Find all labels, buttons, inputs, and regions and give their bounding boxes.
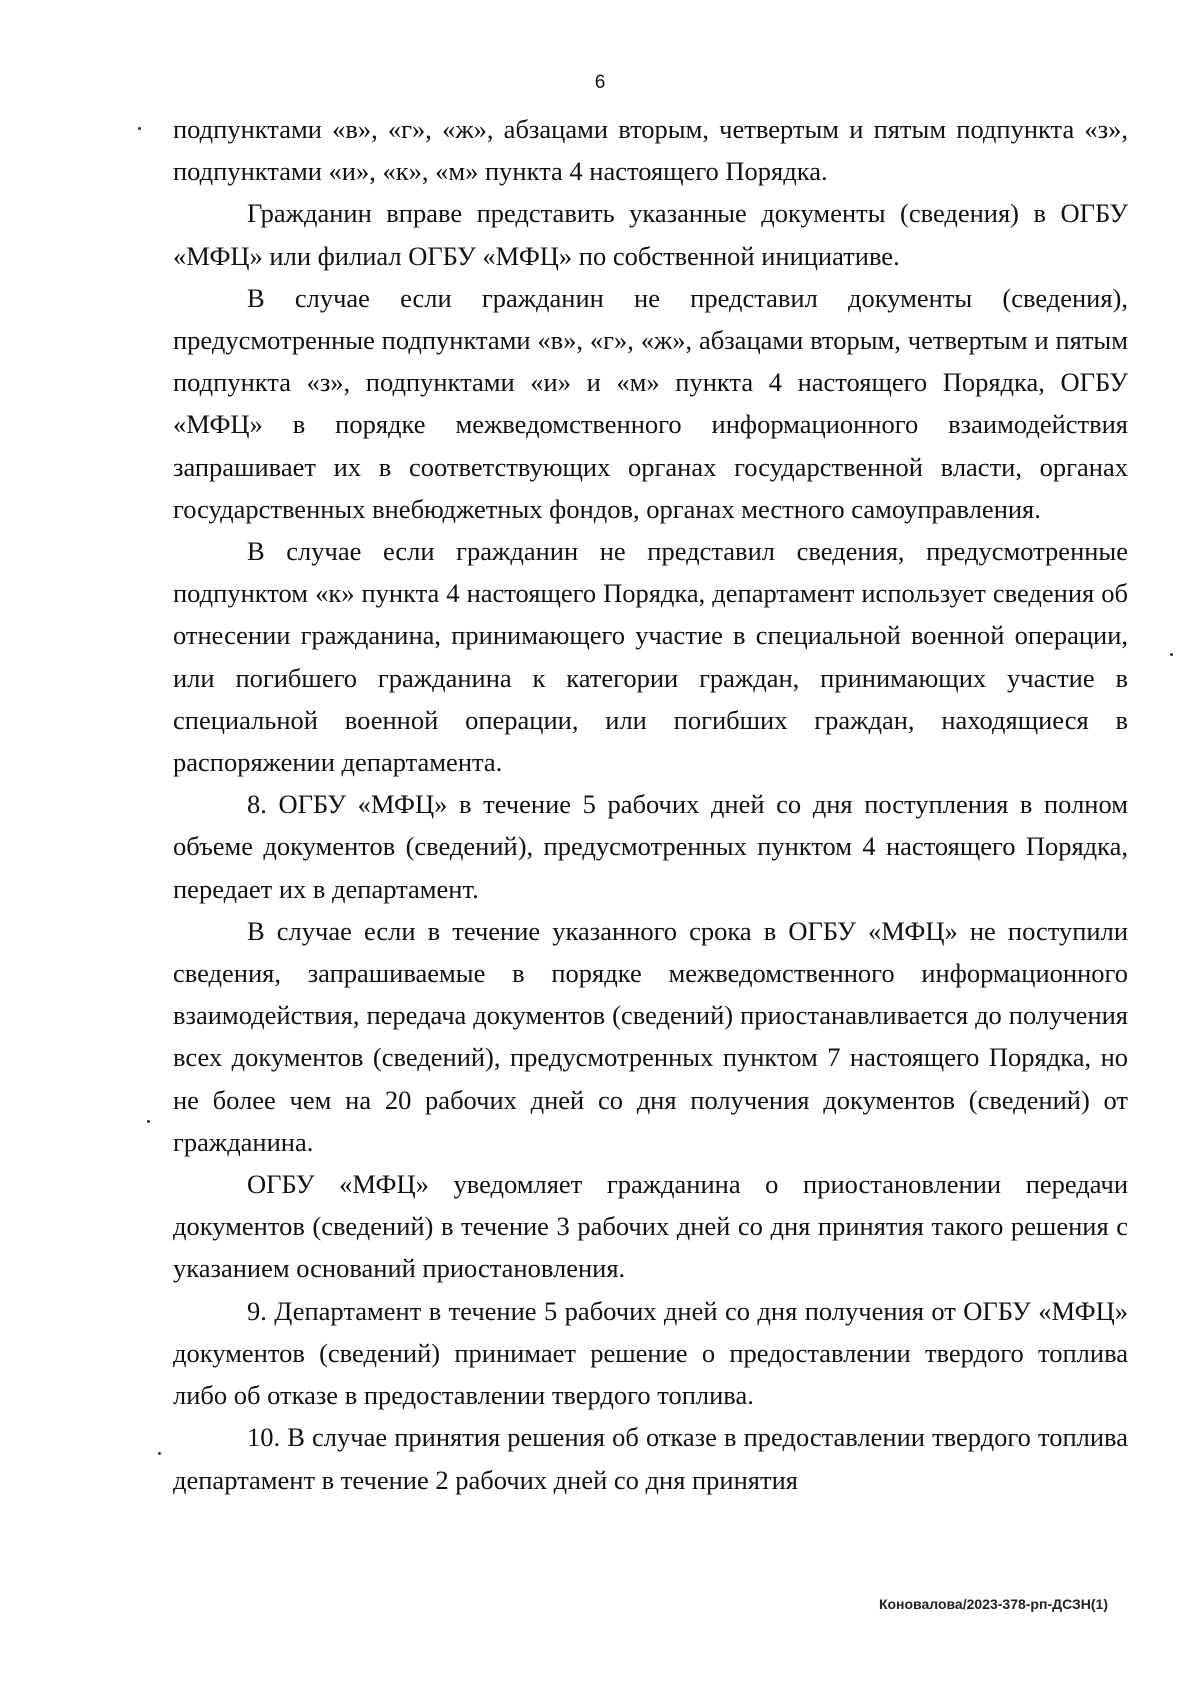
paragraph-suspension-notice: ОГБУ «МФЦ» уведомляет гражданина о приостановлении передачи документов (сведений) в течение 3 рабочих дней со дня принятия такого решения с указанием оснований приостановления.	[173, 1169, 1128, 1284]
page-number: 6	[594, 72, 606, 93]
scan-speck	[138, 127, 141, 130]
paragraph-clause-8: 8. ОГБУ «МФЦ» в течение 5 рабочих дней со дня поступления в полном объеме документов (сведений), предусмотренных пунктом 4 настоящего Порядка, передает их в департамент.	[173, 789, 1128, 904]
paragraph-clause-9: 9. Департамент в течение 5 рабочих дней со дня получения от ОГБУ «МФЦ» документов (сведений) принимает решение о предоставлении твердого топлива либо об отказе в предоставлении твердого топлива.	[173, 1295, 1128, 1411]
paragraph-interagency-request: В случае если гражданин не представил документы (сведения), предусмотренные подпунктами «в», «г», «ж», абзацами вторым, четвертым и пятым подпункта «з», подпунктами «и» и «м» пункта 4 настоящего Порядка, ОГБУ «МФЦ» в порядке межведомственного информационного взаимодействия запрашивает их в соответствующих органах государственной власти, органах государственных внебюджетных фондов, органах местного самоуправления.	[173, 282, 1128, 524]
paragraph-transfer-suspension: В случае если в течение указанного срока в ОГБУ «МФЦ» не поступили сведения, запрашиваемые в порядке межведомственного информационного взаимодействия, передача документов (сведений) приостанавливается до получения всех документов (сведений), предусмотренных пунктом 7 настоящего Порядка, но не более чем на 20 рабочих дней со дня получения документов (сведений) от гражданина.	[173, 915, 1128, 1157]
paragraph-clause-10: 10. В случае принятия решения об отказе в предоставлении твердого топлива департамент в течение 2 рабочих дней со дня принятия	[173, 1422, 1128, 1495]
paragraph-continuation: подпунктами «в», «г», «ж», абзацами вторым, четвертым и пятым подпункта «з», подпунктами «и», «к», «м» пункта 4 настоящего Порядка.	[173, 114, 1128, 187]
scan-speck	[158, 1452, 161, 1455]
scan-speck	[147, 1120, 150, 1123]
document-footer-code: Коновалова/2023-378-рп-ДСЗН(1)	[878, 1596, 1108, 1612]
paragraph-department-information: В случае если гражданин не представил сведения, предусмотренные подпунктом «к» пункта 4 настоящего Порядка, департамент использует сведения об отнесении гражданина, принимающего участие в специальной военной операции, или погибшего гражданина к категории граждан, принимающих участие в специальной военной операции, или погибших граждан, находящиеся в распоряжении департамента.	[173, 536, 1128, 778]
paragraph-citizen-right: Гражданин вправе представить указанные документы (сведения) в ОГБУ «МФЦ» или филиал ОГБУ «МФЦ» по собственной инициативе.	[173, 198, 1128, 271]
scan-speck	[1170, 653, 1173, 656]
document-body	[173, 108, 1128, 1501]
